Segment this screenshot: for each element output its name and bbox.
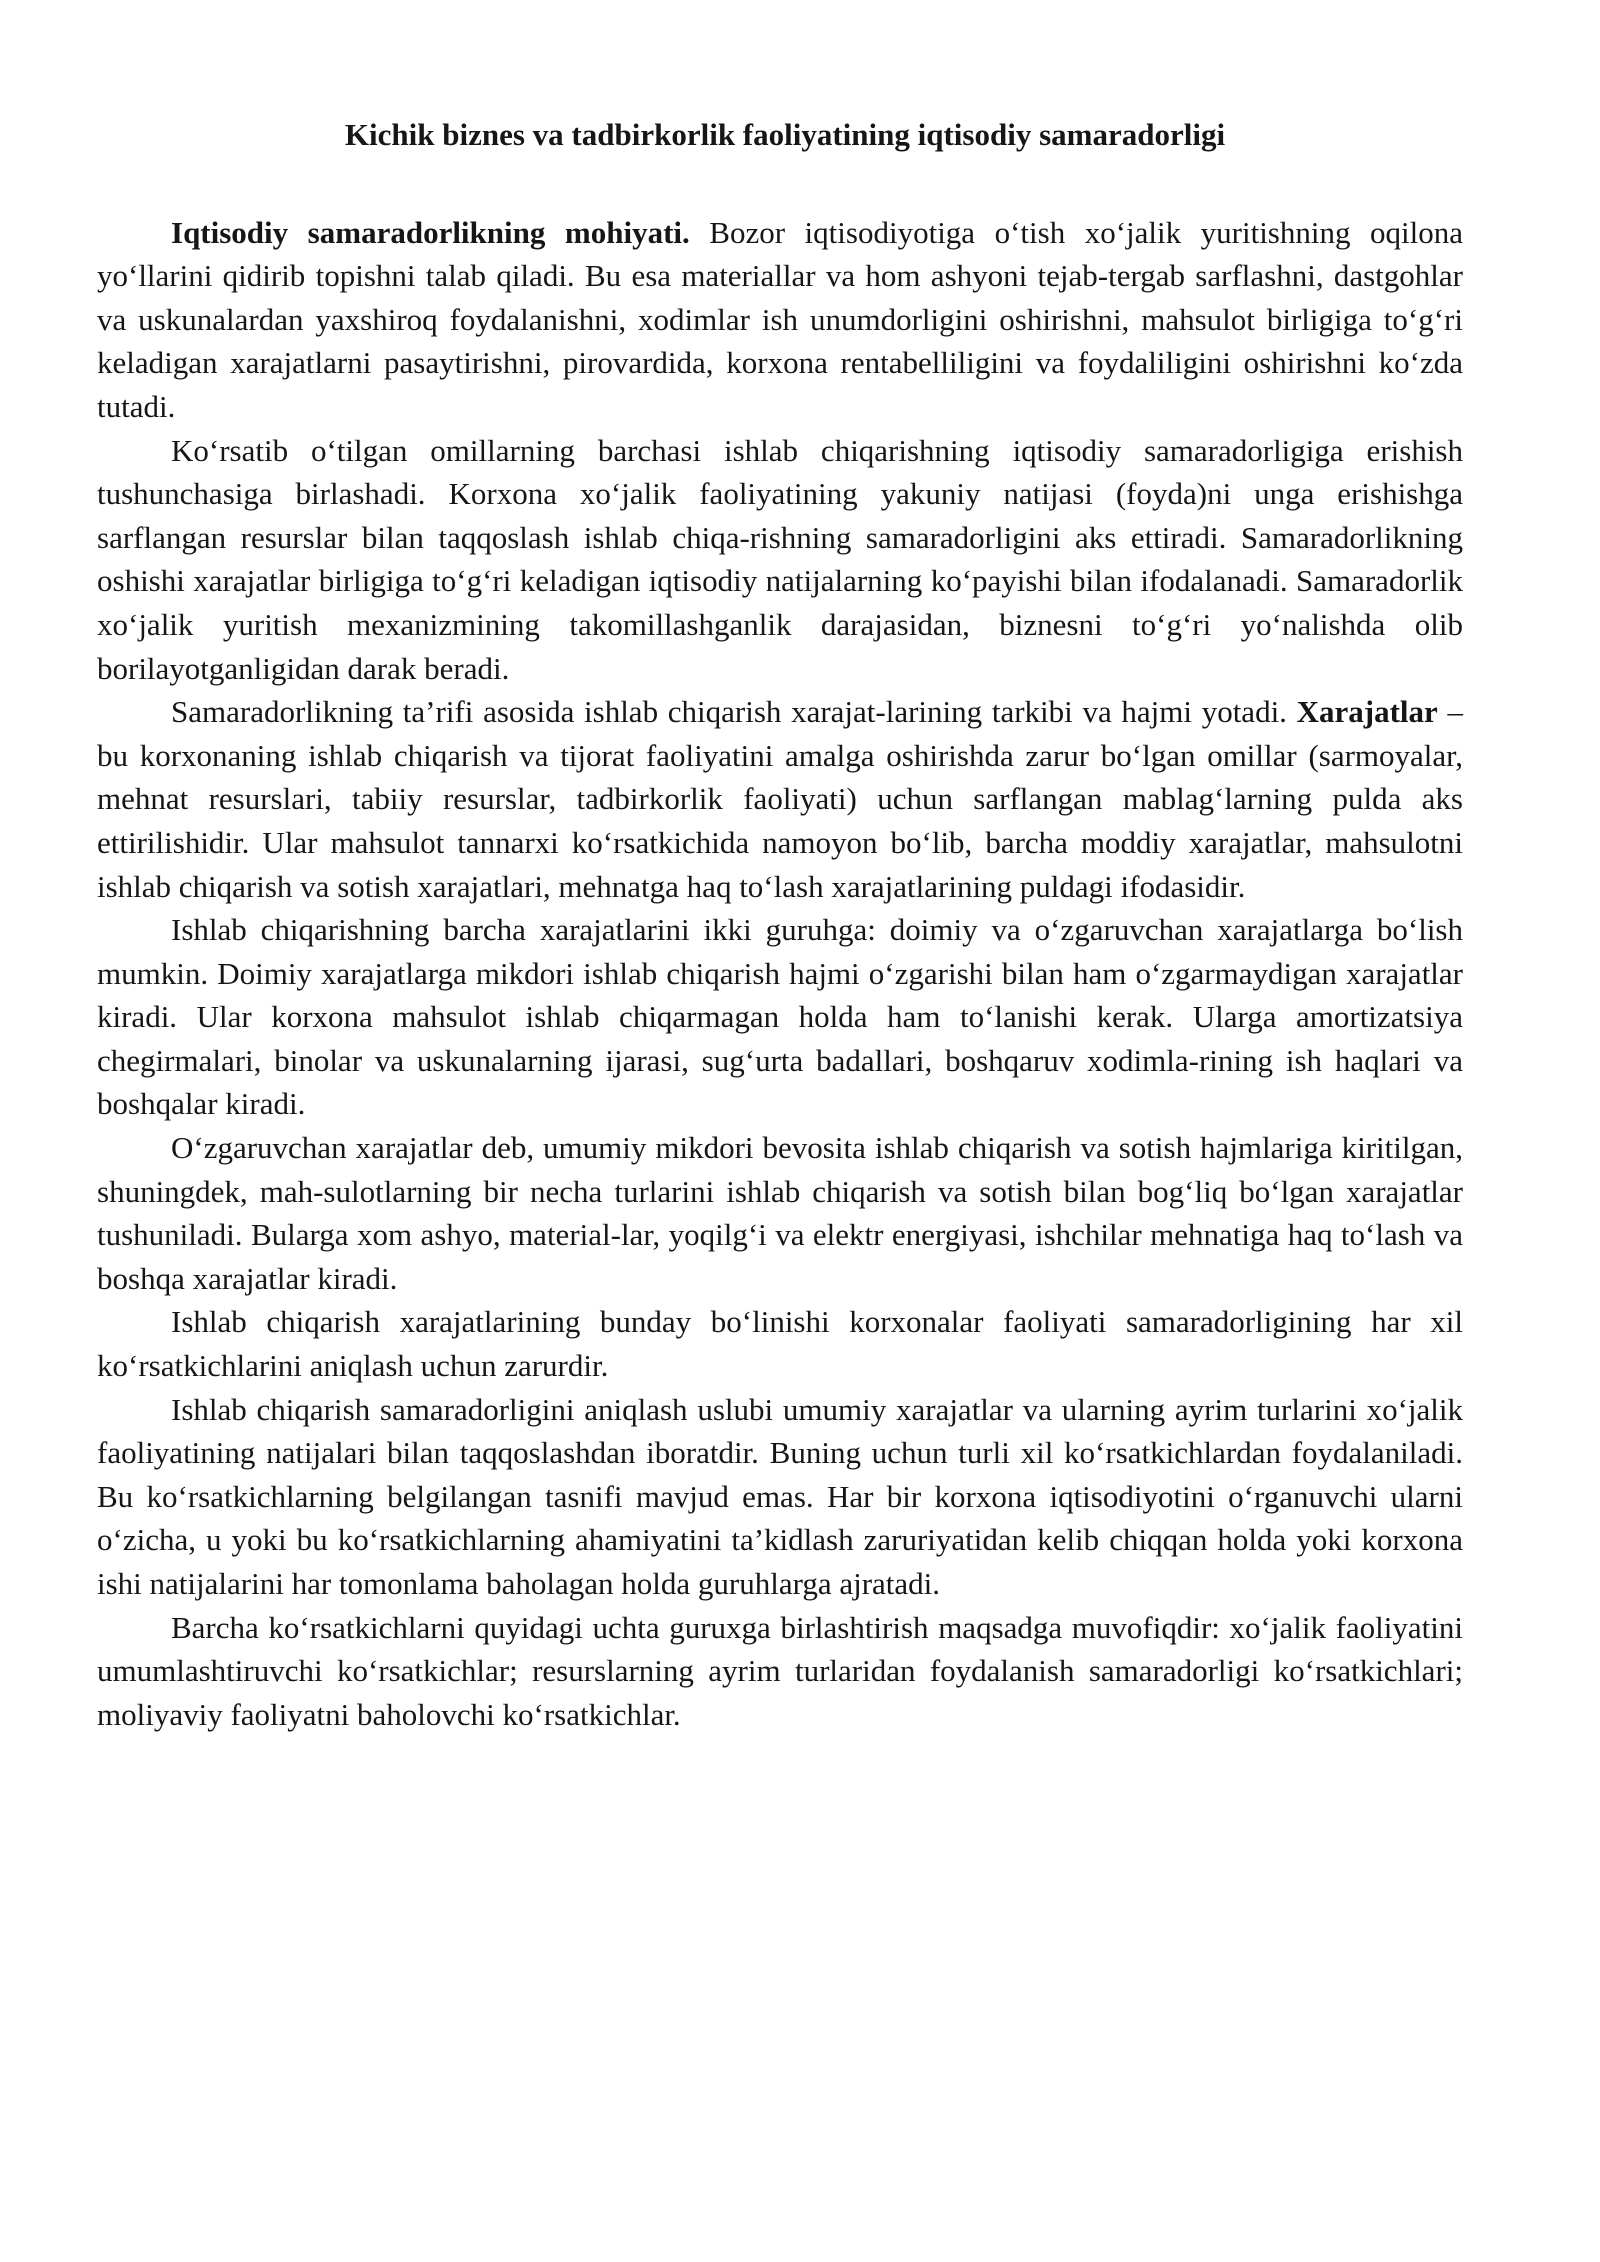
paragraph-4: Ishlab chiqarishning barcha xarajatlarini ikki guruhga: doimiy va o‘zgaruvchan xarajatlarga bo‘lish mumkin. Doimiy xarajatlarga mikdori ishlab chiqarish hajmi o‘zgarishi bilan ham o‘zgarmaydigan xarajatlar kiradi. Ular korxona mahsulot ishlab chiqarmagan holda ham to‘lanishi kerak. Ularga amortizatsiya chegirmalari, binolar va uskunalarning ijarasi, sug‘urta badallari, boshqaruv xodimla-rining ish haqlari va boshqalar kiradi. [97,912,1463,1122]
document-title: Kichik biznes va tadbirkorlik faoliyatining iqtisodiy samaradorligi [344,117,1226,152]
paragraph-7: Ishlab chiqarish samaradorligini aniqlash uslubi umumiy xarajatlar va ularning ayrim turlarini xo‘jalik faoliyatining natijalari bilan taqqoslashdan iboratdir. Buning uchun turli xil ko‘rsatkichlardan foydalaniladi. Bu ko‘rsatkichlarning belgilangan tasnifi mavjud emas. Har bir korxona iqtisodiyotini o‘rganuvchi ularni o‘zicha, u yoki bu ko‘rsatkichlarning ahamiyatini ta’kidlash zaruriyatidan kelib chiqqan holda yoki korxona ishi natijalarini har tomonlama baholagan holda guruhlarga ajratadi. [97,1391,1463,1601]
paragraph-text: Bozor iqtisodiyotiga o‘tish xo‘jalik yuritishning oqilona yo‘llarini qidirib topishni talab qiladi. Bu esa materiallar va hom ashyoni tejab-tergab sarflashni, dastgohlar va uskunalardan yaxshiroq foydalanishni, xodimlar ish unumdorligini oshirishni, mahsulot birligiga to‘g‘ri keladigan xarajatlarni pasaytirishni, pirovardida, korxona rentabelliligini va foydaliligini oshirishni ko‘zda tutadi. [97,214,1463,424]
term-xarajatlar: Xarajatlar [1296,694,1438,730]
document-page [97,113,1463,1736]
paragraph-1 [97,211,1463,429]
paragraph-text: – bu korxonaning ishlab chiqarish va tijorat faoliyatini amalga oshirishda zarur bo‘lgan omillar (sarmoyalar, mehnat resurslari, tabiiy resurslar, tadbirkorlik faoliyati) uchun sarflangan mablag‘larning pulda aks ettirilishidir. Ular mahsulot tannarxi ko‘rsatkichida namoyon bo‘lib, barcha moddiy xarajatlar, mahsulotni ishlab chiqarish va sotish xarajatlari, mehnatga haq to‘lash xarajatlarining puldagi ifodasidir. [97,694,1463,904]
paragraph-3 [97,690,1463,908]
paragraph-6: Ishlab chiqarish xarajatlarining bunday bo‘linishi korxonalar faoliyati samaradorligining har xil ko‘rsatkichlarini aniqlash uchun zarurdir. [97,1304,1463,1384]
paragraph-5: O‘zgaruvchan xarajatlar deb, umumiy mikdori bevosita ishlab chiqarish va sotish hajmlariga kiritilgan, shuningdek, mah-sulotlarning bir necha turlarini ishlab chiqarish va sotish bilan bog‘liq bo‘lgan xarajatlar tushuniladi. Bularga xom ashyo, material-lar, yoqilg‘i va elektr energiyasi, ishchilar mehnatiga haq to‘lash va boshqa xarajatlar kiradi. [97,1130,1463,1296]
paragraph-8: Barcha ko‘rsatkichlarni quyidagi uchta guruxga birlashtirish maqsadga muvofiqdir: xo‘jalik faoliyatini umumlashtiruvchi ko‘rsatkichlar; resurslarning ayrim turlaridan foydalanish samaradorligi ko‘rsatkichlari; moliyaviy faoliyatni baholovchi ko‘rsatkichlar. [97,1609,1463,1732]
section-heading: Iqtisodiy samaradorlikning mohiyati. [171,214,690,250]
paragraph-2: Ko‘rsatib o‘tilgan omillarning barchasi ishlab chiqarishning iqtisodiy samaradorligiga erishish tushunchasiga birlashadi. Korxona xo‘jalik faoliyatining yakuniy natijasi (foyda)ni unga erishishga sarflangan resurslar bilan taqqoslash ishlab chiqa-rishning samaradorligini aks ettiradi. Samaradorlikning oshishi xarajatlar birligiga to‘g‘ri keladigan iqtisodiy natijalarning ko‘payishi bilan ifodalanadi. Samaradorlik xo‘jalik yuritish mexanizmining takomillashganlik darajasidan, biznesni to‘g‘ri yo‘nalishda olib borilayotganligidan darak beradi. [97,432,1463,686]
paragraph-text: Samaradorlikning ta’rifi asosida ishlab chiqarish xarajat-larining tarkibi va hajmi yotadi. [171,694,1297,730]
